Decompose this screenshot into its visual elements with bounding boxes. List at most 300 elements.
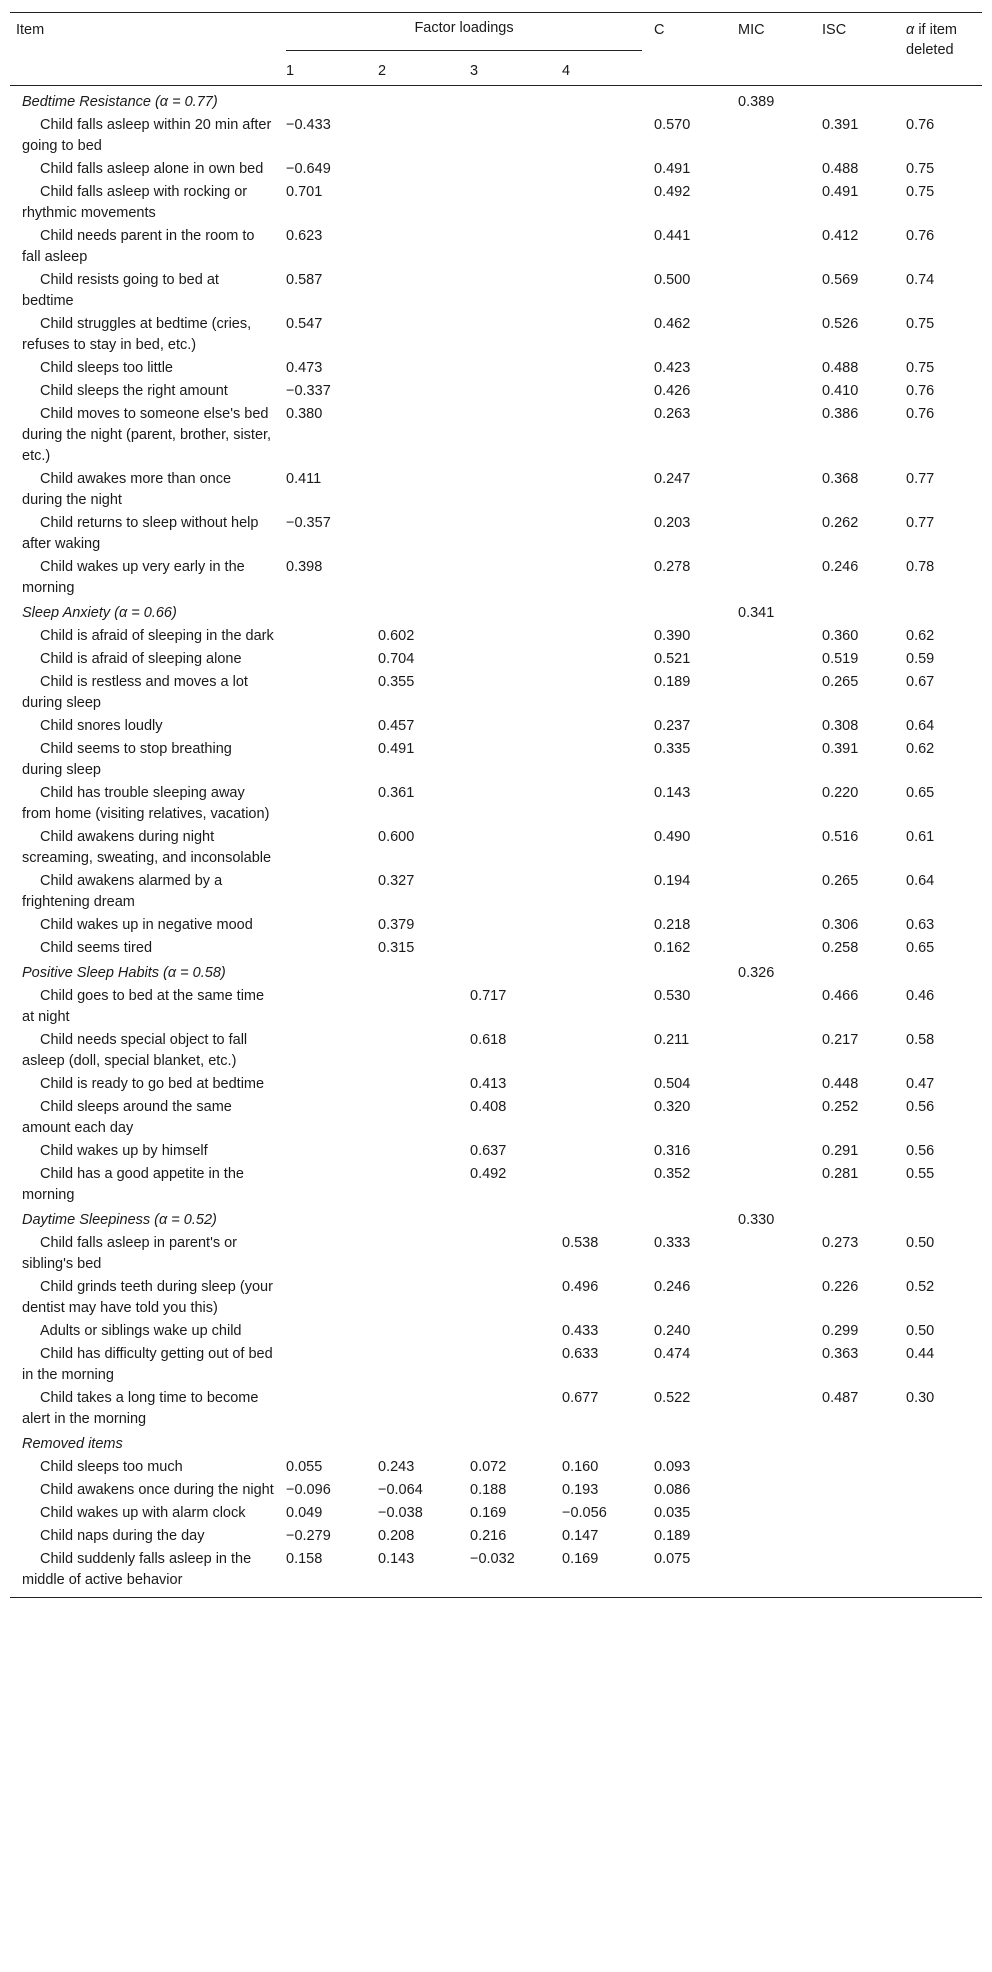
section-title: Removed items: [22, 1436, 123, 1452]
cell-factor-3: 0.188: [470, 1482, 507, 1498]
cell-isc: 0.363: [822, 1346, 859, 1362]
cell-factor-4: 0.677: [562, 1390, 599, 1406]
cell-factor-2: [372, 512, 464, 556]
cell-mic: [732, 1096, 816, 1140]
cell-factor-4: [556, 357, 648, 380]
cell-factor-1: 0.411: [286, 471, 322, 487]
item-text: Child falls asleep in parent's or sibling's bed: [22, 1235, 238, 1272]
item-text: Child sleeps around the same amount each day: [22, 1099, 232, 1136]
cell-alpha-if-deleted: [900, 1548, 982, 1598]
cell-factor-1: 0.701: [286, 184, 323, 200]
cell-isc: 0.258: [822, 940, 859, 956]
cell-mic: [732, 1029, 816, 1073]
header-factor-4: 4: [556, 51, 648, 86]
cell-alpha-if-deleted: 0.76: [906, 117, 935, 133]
cell-factor-3: [464, 1276, 556, 1320]
cell-mic: [732, 625, 816, 648]
cell-factor-4: −0.056: [562, 1505, 607, 1521]
cell-factor-2: 0.704: [378, 651, 415, 667]
cell-isc: 0.265: [822, 674, 859, 690]
item-text: Child awakens once during the night: [40, 1482, 274, 1498]
section-row: [10, 600, 982, 625]
cell-c: 0.423: [654, 360, 691, 376]
cell-isc: [816, 1502, 900, 1525]
cell-factor-3: [464, 671, 556, 715]
cell-factor-3: [464, 738, 556, 782]
table-row: [10, 715, 982, 738]
cell-mic: [732, 512, 816, 556]
cell-alpha-if-deleted: 0.50: [906, 1235, 935, 1251]
cell-isc: 0.308: [822, 718, 859, 734]
cell-factor-2: 0.315: [378, 940, 415, 956]
item-label: [10, 671, 280, 715]
cell-c: 0.320: [654, 1099, 691, 1115]
cell-factor-3: [464, 114, 556, 158]
cell-mic: [732, 1163, 816, 1207]
table-row: [10, 403, 982, 468]
cell-alpha-if-deleted: 0.67: [906, 674, 935, 690]
cell-c: 0.390: [654, 628, 691, 644]
cell-factor-3: 0.618: [470, 1032, 507, 1048]
table-row: [10, 556, 982, 600]
cell-factor-3: [464, 158, 556, 181]
item-text: Child needs parent in the room to fall asleep: [22, 228, 255, 265]
table-row: [10, 782, 982, 826]
empty-cell: [816, 86, 900, 115]
item-label: [10, 158, 280, 181]
cell-alpha-if-deleted: [900, 1525, 982, 1548]
item-text: Child is afraid of sleeping in the dark: [40, 628, 274, 644]
cell-c: 0.462: [654, 316, 691, 332]
cell-factor-3: [464, 313, 556, 357]
item-label: [10, 1387, 280, 1431]
table-row: [10, 357, 982, 380]
item-label: [10, 380, 280, 403]
cell-alpha-if-deleted: 0.52: [906, 1279, 935, 1295]
item-text: Child wakes up in negative mood: [40, 917, 253, 933]
cell-factor-4: [556, 512, 648, 556]
cell-alpha-if-deleted: 0.30: [906, 1390, 935, 1406]
cell-alpha-if-deleted: 0.64: [906, 873, 935, 889]
cell-c: 0.500: [654, 272, 691, 288]
cell-factor-4: [556, 715, 648, 738]
cell-factor-3: [464, 782, 556, 826]
item-label: [10, 468, 280, 512]
cell-factor-2: [372, 403, 464, 468]
cell-factor-4: [556, 782, 648, 826]
section-title: Daytime Sleepiness (α = 0.52): [22, 1212, 217, 1228]
item-text: Child sleeps too much: [40, 1459, 183, 1475]
item-label: [10, 269, 280, 313]
cell-factor-4: 0.538: [562, 1235, 599, 1251]
cell-factor-4: [556, 1163, 648, 1207]
cell-factor-2: 0.602: [378, 628, 415, 644]
cell-factor-3: 0.408: [470, 1099, 507, 1115]
table-row: [10, 937, 982, 960]
cell-factor-3: 0.637: [470, 1143, 507, 1159]
cell-isc: 0.252: [822, 1099, 859, 1115]
cell-factor-2: [372, 158, 464, 181]
cell-isc: 0.488: [822, 161, 859, 177]
item-label: [10, 1479, 280, 1502]
cell-isc: 0.391: [822, 741, 859, 757]
item-label: [10, 870, 280, 914]
item-text: Child struggles at bedtime (cries, refuses to stay in bed, etc.): [22, 316, 252, 353]
item-label: [10, 357, 280, 380]
cell-factor-4: [556, 738, 648, 782]
item-text: Child sleeps too little: [40, 360, 173, 376]
cell-isc: 0.368: [822, 471, 859, 487]
item-text: Child is ready to go bed at bedtime: [40, 1076, 265, 1092]
cell-factor-2: [372, 1163, 464, 1207]
cell-factor-1: [280, 1073, 372, 1096]
cell-alpha-if-deleted: 0.74: [906, 272, 935, 288]
cell-factor-1: [280, 738, 372, 782]
cell-factor-3: [464, 625, 556, 648]
cell-alpha-if-deleted: 0.64: [906, 718, 935, 734]
cell-factor-4: [556, 380, 648, 403]
cell-factor-4: 0.633: [562, 1346, 599, 1362]
cell-c: 0.490: [654, 829, 691, 845]
item-text: Child wakes up by himself: [40, 1143, 208, 1159]
table-row: [10, 648, 982, 671]
item-text: Child seems tired: [40, 940, 153, 956]
cell-isc: 0.491: [822, 184, 859, 200]
cell-isc: 0.220: [822, 785, 859, 801]
empty-cell: [816, 1431, 900, 1456]
cell-isc: 0.516: [822, 829, 859, 845]
cell-factor-4: [556, 313, 648, 357]
table-row: [10, 225, 982, 269]
cell-mic: [732, 1387, 816, 1431]
header-factor-3: 3: [464, 51, 556, 86]
header-row-1: [10, 13, 982, 52]
cell-factor-2: [372, 380, 464, 403]
header-factor-2: 2: [372, 51, 464, 86]
cell-alpha-if-deleted: 0.46: [906, 988, 935, 1004]
table-row: [10, 114, 982, 158]
cell-factor-3: [464, 181, 556, 225]
cell-c: 0.189: [654, 674, 691, 690]
cell-c: 0.522: [654, 1390, 691, 1406]
cell-factor-3: 0.072: [470, 1459, 507, 1475]
cell-factor-1: [280, 671, 372, 715]
cell-alpha-if-deleted: 0.76: [906, 406, 935, 422]
cell-isc: 0.291: [822, 1143, 859, 1159]
section-title: Positive Sleep Habits (α = 0.58): [22, 965, 226, 981]
item-text: Child has a good appetite in the morning: [22, 1166, 244, 1203]
cell-isc: 0.487: [822, 1390, 859, 1406]
cell-mic: [732, 937, 816, 960]
item-text: Child has trouble sleeping away from home (visiting relatives, vacation): [22, 785, 270, 822]
item-label: [10, 1073, 280, 1096]
cell-mic: [732, 1456, 816, 1479]
cell-c: 0.263: [654, 406, 691, 422]
cell-isc: 0.569: [822, 272, 859, 288]
item-text: Adults or siblings wake up child: [40, 1323, 242, 1339]
cell-factor-2: 0.355: [378, 674, 415, 690]
cell-factor-3: 0.169: [470, 1505, 507, 1521]
item-text: Child is restless and moves a lot during sleep: [22, 674, 248, 711]
factor-loadings-table: [10, 12, 982, 1598]
item-text: Child suddenly falls asleep in the middle of active behavior: [22, 1551, 252, 1588]
cell-mic: [732, 1140, 816, 1163]
section-mic: 0.341: [738, 605, 775, 621]
item-text: Child has difficulty getting out of bed in the morning: [22, 1346, 273, 1383]
cell-alpha-if-deleted: 0.56: [906, 1099, 935, 1115]
cell-isc: 0.217: [822, 1032, 859, 1048]
cell-isc: 0.466: [822, 988, 859, 1004]
item-label: [10, 985, 280, 1029]
cell-c: 0.474: [654, 1346, 691, 1362]
cell-factor-2: 0.208: [378, 1528, 415, 1544]
cell-factor-2: [372, 1096, 464, 1140]
table-row: [10, 1525, 982, 1548]
cell-mic: [732, 914, 816, 937]
cell-c: 0.194: [654, 873, 691, 889]
cell-factor-4: 0.160: [562, 1459, 599, 1475]
cell-mic: [732, 1502, 816, 1525]
cell-factor-3: [464, 870, 556, 914]
item-label: [10, 1502, 280, 1525]
cell-factor-2: −0.064: [378, 1482, 423, 1498]
cell-factor-4: 0.193: [562, 1482, 599, 1498]
cell-alpha-if-deleted: 0.50: [906, 1323, 935, 1339]
item-text: Child seems to stop breathing during sleep: [22, 741, 232, 778]
cell-mic: [732, 870, 816, 914]
cell-factor-3: [464, 1387, 556, 1431]
cell-isc: 0.281: [822, 1166, 859, 1182]
cell-alpha-if-deleted: 0.62: [906, 628, 935, 644]
cell-factor-1: [280, 826, 372, 870]
cell-factor-2: [372, 1073, 464, 1096]
table-row: [10, 1276, 982, 1320]
table-header: [10, 13, 982, 86]
cell-mic: [732, 1276, 816, 1320]
header-c: C: [648, 13, 732, 86]
cell-alpha-if-deleted: 0.65: [906, 785, 935, 801]
cell-factor-2: −0.038: [378, 1505, 423, 1521]
cell-factor-1: [280, 937, 372, 960]
cell-factor-1: [280, 985, 372, 1029]
cell-alpha-if-deleted: [900, 1479, 982, 1502]
cell-alpha-if-deleted: 0.61: [906, 829, 935, 845]
cell-mic: [732, 782, 816, 826]
cell-factor-4: [556, 985, 648, 1029]
empty-cell: [900, 1431, 982, 1456]
cell-factor-1: [280, 1276, 372, 1320]
table-row: [10, 1073, 982, 1096]
item-label: [10, 512, 280, 556]
table-body: [10, 86, 982, 1598]
cell-factor-3: [464, 556, 556, 600]
cell-factor-2: [372, 181, 464, 225]
item-label: [10, 1525, 280, 1548]
cell-factor-2: [372, 225, 464, 269]
cell-factor-4: 0.147: [562, 1528, 599, 1544]
item-text: Child falls asleep with rocking or rhythmic movements: [22, 184, 248, 221]
cell-factor-2: [372, 357, 464, 380]
cell-alpha-if-deleted: 0.75: [906, 161, 935, 177]
cell-c: 0.570: [654, 117, 691, 133]
cell-isc: [816, 1548, 900, 1598]
cell-c: 0.237: [654, 718, 691, 734]
item-label: [10, 738, 280, 782]
cell-factor-1: [280, 1387, 372, 1431]
header-factor-loadings: Factor loadings: [280, 13, 648, 52]
cell-factor-2: [372, 1320, 464, 1343]
cell-isc: 0.299: [822, 1323, 859, 1339]
cell-factor-4: [556, 1096, 648, 1140]
table-row: [10, 1163, 982, 1207]
cell-alpha-if-deleted: 0.47: [906, 1076, 935, 1092]
cell-c: 0.246: [654, 1279, 691, 1295]
table-row: [10, 1502, 982, 1525]
cell-factor-4: [556, 114, 648, 158]
table-row: [10, 181, 982, 225]
cell-isc: 0.391: [822, 117, 859, 133]
cell-factor-2: 0.143: [372, 1548, 464, 1598]
cell-factor-4: [556, 870, 648, 914]
cell-factor-2: 0.457: [378, 718, 415, 734]
cell-factor-4: 0.433: [562, 1323, 599, 1339]
cell-c: 0.521: [654, 651, 691, 667]
item-label: [10, 556, 280, 600]
table-row: [10, 1343, 982, 1387]
item-label: [10, 648, 280, 671]
cell-factor-4: [556, 403, 648, 468]
table-row: [10, 914, 982, 937]
cell-factor-2: [372, 269, 464, 313]
cell-c: 0.162: [654, 940, 691, 956]
cell-alpha-if-deleted: 0.44: [906, 1346, 935, 1362]
item-text: Child moves to someone else's bed during the night (parent, brother, sister, etc.): [22, 406, 272, 464]
table-row: [10, 1029, 982, 1073]
cell-factor-4: 0.496: [562, 1279, 599, 1295]
cell-factor-2: [372, 1232, 464, 1276]
cell-c: 0.189: [654, 1528, 691, 1544]
item-label: [10, 1140, 280, 1163]
item-text: Child needs special object to fall asleep (doll, special blanket, etc.): [22, 1032, 248, 1069]
cell-factor-4: [556, 826, 648, 870]
table-row: [10, 313, 982, 357]
table-row: [10, 1096, 982, 1140]
cell-factor-4: [556, 1073, 648, 1096]
table-row: [10, 1479, 982, 1502]
item-label: [10, 1320, 280, 1343]
cell-mic: [732, 715, 816, 738]
cell-factor-1: 0.587: [286, 272, 323, 288]
table-row: [10, 1232, 982, 1276]
item-label: [10, 114, 280, 158]
empty-cell: [900, 86, 982, 115]
cell-isc: 0.519: [822, 651, 859, 667]
cell-factor-3: [464, 937, 556, 960]
cell-factor-4: [556, 648, 648, 671]
cell-alpha-if-deleted: 0.75: [906, 360, 935, 376]
cell-factor-3: 0.216: [470, 1528, 507, 1544]
cell-factor-1: 0.547: [286, 316, 323, 332]
header-alpha-if-deleted: α if item deleted: [900, 13, 982, 86]
cell-factor-3: 0.717: [470, 988, 507, 1004]
section-row: [10, 1431, 982, 1456]
cell-factor-3: 0.492: [470, 1166, 507, 1182]
empty-cell: [816, 1207, 900, 1232]
section-mic: 0.389: [738, 94, 775, 110]
cell-c: 0.218: [654, 917, 691, 933]
cell-alpha-if-deleted: [900, 1502, 982, 1525]
cell-alpha-if-deleted: 0.76: [906, 383, 935, 399]
cell-factor-1: 0.158: [280, 1548, 372, 1598]
cell-factor-1: [280, 1029, 372, 1073]
cell-c: 0.086: [654, 1482, 691, 1498]
cell-isc: 0.262: [822, 515, 859, 531]
item-text: Child naps during the day: [40, 1528, 205, 1544]
table-row: [10, 1140, 982, 1163]
cell-factor-1: [280, 1163, 372, 1207]
cell-factor-2: 0.379: [378, 917, 415, 933]
section-mic: 0.326: [738, 965, 775, 981]
cell-mic: [732, 468, 816, 512]
cell-c: 0.143: [654, 785, 691, 801]
cell-factor-3: [464, 269, 556, 313]
section-row: [10, 1207, 982, 1232]
item-label: [10, 1096, 280, 1140]
cell-factor-1: −0.337: [286, 383, 331, 399]
cell-factor-4: [556, 269, 648, 313]
cell-factor-3: [464, 403, 556, 468]
cell-alpha-if-deleted: 0.77: [906, 471, 935, 487]
cell-factor-3: [464, 1232, 556, 1276]
cell-mic: [732, 1343, 816, 1387]
item-text: Child is afraid of sleeping alone: [40, 651, 242, 667]
cell-c: 0.278: [654, 559, 691, 575]
cell-isc: 0.265: [822, 873, 859, 889]
cell-factor-3: [464, 826, 556, 870]
cell-mic: [732, 269, 816, 313]
cell-c: 0.035: [654, 1505, 691, 1521]
cell-isc: 0.306: [822, 917, 859, 933]
item-label: [10, 1276, 280, 1320]
cell-factor-3: [464, 512, 556, 556]
cell-factor-1: [280, 1320, 372, 1343]
cell-factor-3: [464, 914, 556, 937]
cell-c: 0.441: [654, 228, 691, 244]
cell-factor-2: [372, 1029, 464, 1073]
cell-mic: [732, 403, 816, 468]
table-row: [10, 158, 982, 181]
cell-alpha-if-deleted: 0.77: [906, 515, 935, 531]
cell-mic: [732, 1479, 816, 1502]
item-label: [10, 826, 280, 870]
cell-alpha-if-deleted: 0.62: [906, 741, 935, 757]
cell-mic: [732, 671, 816, 715]
section-mic: 0.330: [738, 1212, 775, 1228]
item-label: [10, 625, 280, 648]
item-text: Child goes to bed at the same time at night: [22, 988, 265, 1025]
cell-alpha-if-deleted: 0.55: [906, 1166, 935, 1182]
table-row: [10, 269, 982, 313]
item-text: Child wakes up with alarm clock: [40, 1505, 246, 1521]
cell-factor-2: [372, 114, 464, 158]
table-row: [10, 870, 982, 914]
empty-cell: [900, 600, 982, 625]
cell-mic: [732, 985, 816, 1029]
item-text: Child resists going to bed at bedtime: [22, 272, 219, 309]
cell-factor-2: 0.243: [378, 1459, 415, 1475]
cell-factor-2: 0.327: [378, 873, 415, 889]
cell-c: 0.075: [648, 1548, 732, 1598]
